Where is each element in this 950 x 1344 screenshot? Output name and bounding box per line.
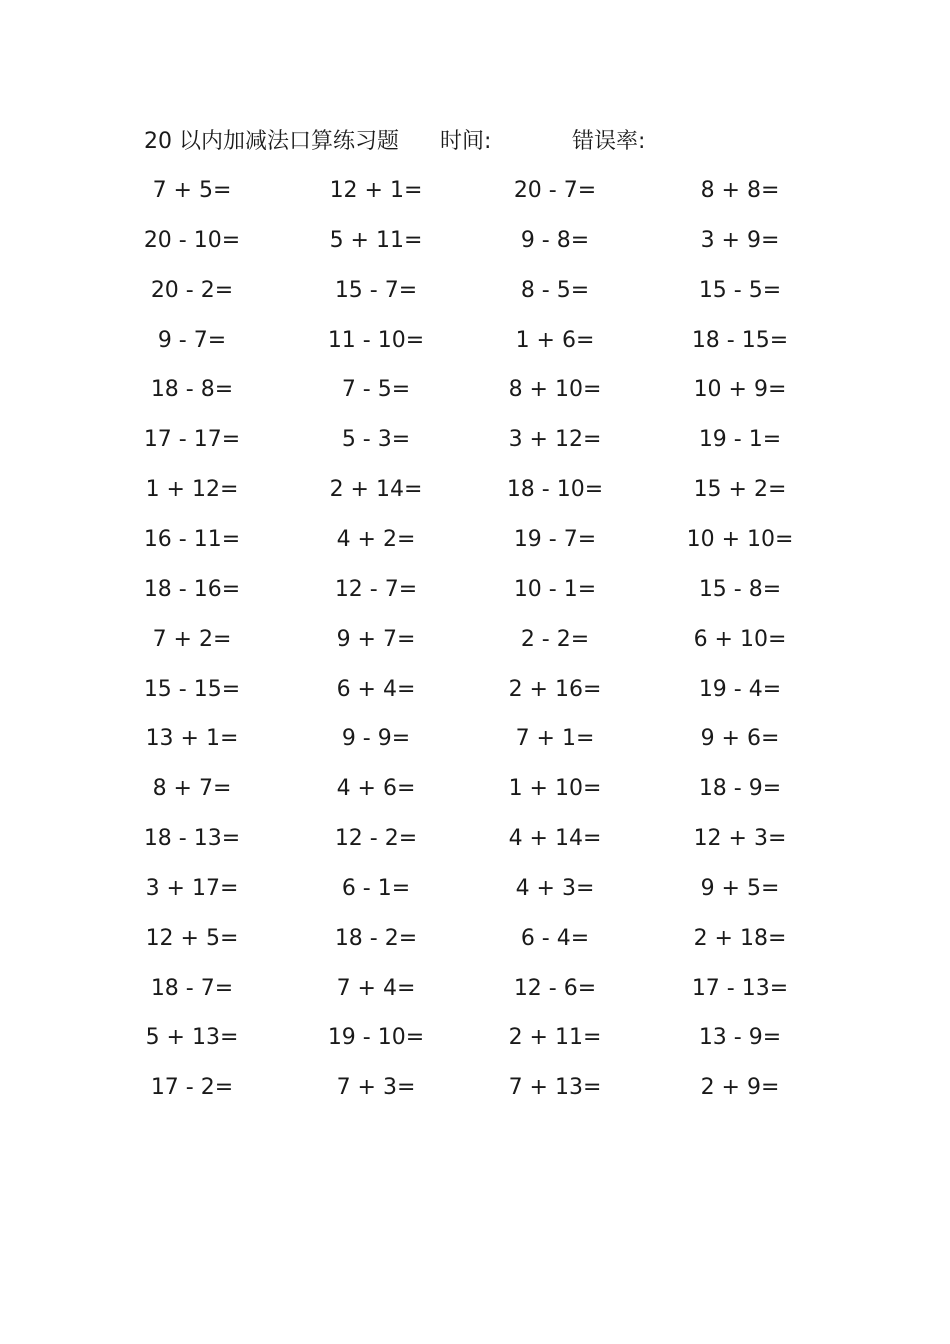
worksheet-title: 20 以内加减法口算练习题: [144, 129, 399, 154]
problem-item: 19 - 4=: [698, 676, 782, 702]
problem-item: 17 - 2=: [150, 1075, 234, 1101]
problem-item: 12 + 3=: [693, 826, 787, 852]
problem-item: 6 - 4=: [520, 925, 590, 951]
problem-item: 7 - 5=: [341, 377, 411, 403]
problem-item: 1 + 12=: [145, 477, 239, 503]
problem-item: 3 + 9=: [700, 227, 780, 253]
problem-item: 10 + 10=: [686, 526, 794, 552]
problem-item: 7 + 1=: [515, 726, 595, 752]
problem-item: 4 + 6=: [336, 776, 416, 802]
problem-item: 12 + 5=: [145, 925, 239, 951]
problem-item: 16 - 11=: [143, 526, 241, 552]
problem-item: 5 + 11=: [329, 227, 423, 253]
problem-item: 15 - 8=: [698, 576, 782, 602]
problem-item: 19 - 10=: [327, 1025, 425, 1051]
problem-item: 9 - 9=: [341, 726, 411, 752]
problem-item: 6 + 4=: [336, 676, 416, 702]
problem-item: 3 + 17=: [145, 875, 239, 901]
problem-item: 18 - 8=: [150, 377, 234, 403]
error-rate-label: 错误率:: [572, 129, 646, 154]
problem-item: 9 + 7=: [336, 626, 416, 652]
problem-item: 8 - 5=: [520, 277, 590, 303]
problem-item: 2 + 9=: [700, 1075, 780, 1101]
problem-item: 4 + 14=: [508, 826, 602, 852]
problem-item: 15 - 7=: [334, 277, 418, 303]
problem-item: 17 - 17=: [143, 427, 241, 453]
problem-item: 12 + 1=: [329, 178, 423, 203]
problem-item: 2 + 18=: [693, 925, 787, 951]
problem-item: 5 + 13=: [145, 1025, 239, 1051]
problem-item: 10 - 1=: [513, 576, 597, 602]
problem-item: 19 - 1=: [698, 427, 782, 453]
problem-item: 9 - 8=: [520, 227, 590, 253]
problem-item: 15 - 15=: [143, 676, 241, 702]
problem-item: 6 - 1=: [341, 875, 411, 901]
problem-item: 13 - 9=: [698, 1025, 782, 1051]
problem-item: 8 + 8=: [700, 178, 780, 203]
problem-item: 11 - 10=: [327, 327, 425, 353]
problem-item: 8 + 7=: [152, 776, 232, 802]
problem-item: 4 + 2=: [336, 526, 416, 552]
problem-item: 7 + 5=: [152, 178, 232, 203]
problem-item: 8 + 10=: [508, 377, 602, 403]
problem-item: 18 - 2=: [334, 925, 418, 951]
problem-item: 10 + 9=: [693, 377, 787, 403]
problem-item: 9 + 5=: [700, 875, 780, 901]
problem-item: 2 - 2=: [520, 626, 590, 652]
problem-item: 15 + 2=: [693, 477, 787, 503]
problem-item: 6 + 10=: [693, 626, 787, 652]
problem-item: 2 + 14=: [329, 477, 423, 503]
problem-item: 7 + 13=: [508, 1075, 602, 1101]
problem-item: 9 + 6=: [700, 726, 780, 752]
problem-item: 1 + 6=: [515, 327, 595, 353]
problem-item: 13 + 1=: [145, 726, 239, 752]
problem-item: 12 - 2=: [334, 826, 418, 852]
problem-item: 18 - 15=: [691, 327, 789, 353]
problem-item: 4 + 3=: [515, 875, 595, 901]
problem-item: 2 + 11=: [508, 1025, 602, 1051]
problem-item: 18 - 7=: [150, 975, 234, 1001]
problem-item: 20 - 10=: [143, 227, 241, 253]
problem-item: 18 - 9=: [698, 776, 782, 802]
problem-item: 18 - 16=: [143, 576, 241, 602]
problem-item: 2 + 16=: [508, 676, 602, 702]
problem-item: 12 - 7=: [334, 576, 418, 602]
problem-item: 15 - 5=: [698, 277, 782, 303]
problem-item: 3 + 12=: [508, 427, 602, 453]
problem-item: 5 - 3=: [341, 427, 411, 453]
problem-item: 7 + 2=: [152, 626, 232, 652]
problem-item: 18 - 13=: [143, 826, 241, 852]
problem-item: 17 - 13=: [691, 975, 789, 1001]
time-label: 时间:: [440, 129, 492, 154]
problem-item: 20 - 2=: [150, 277, 234, 303]
problem-item: 1 + 10=: [508, 776, 602, 802]
problem-item: 18 - 10=: [506, 477, 604, 503]
problem-item: 12 - 6=: [513, 975, 597, 1001]
problem-item: 7 + 4=: [336, 975, 416, 1001]
problem-item: 9 - 7=: [157, 327, 227, 353]
problem-item: 19 - 7=: [513, 526, 597, 552]
problem-item: 20 - 7=: [513, 178, 597, 203]
problem-item: 7 + 3=: [336, 1075, 416, 1101]
